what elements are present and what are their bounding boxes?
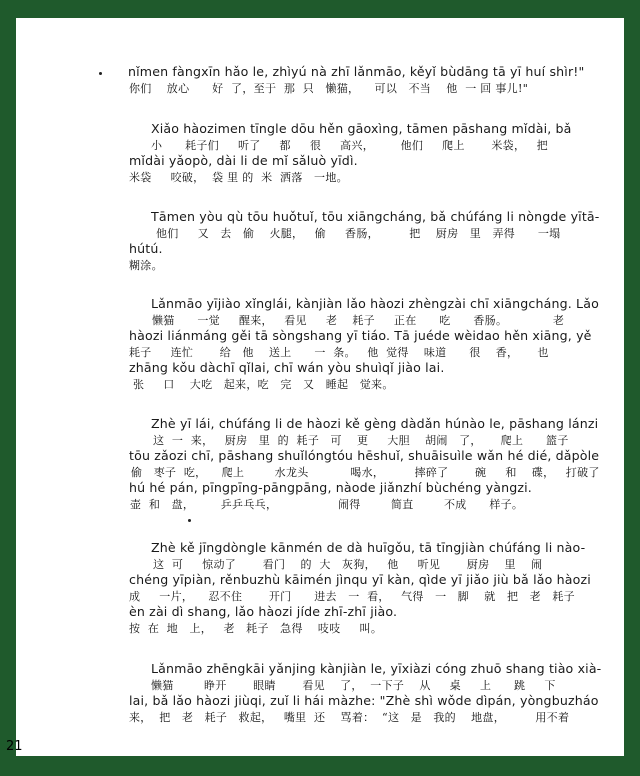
pinyin-line: Zhè kě jīngdòngle kānmén de dà huīgǒu, tā tīngjiàn chúfáng li nào- — [151, 540, 586, 555]
pinyin-line: mǐdài yǎopò, dài li de mǐ sǎluò yīdì. — [129, 153, 358, 168]
hanzi-line: 小 耗子们 听了 都 很 高兴， 他们 爬上 米袋， 把 — [151, 139, 548, 152]
hanzi-line: 成 一片， 忍不住 开门 进去 一 看， 气得 一 脚 就 把 老 耗子 — [129, 590, 575, 603]
pinyin-line: Lǎnmāo zhēngkāi yǎnjing kànjiàn le, yīxiàzi cóng zhuō shang tiào xià- — [151, 661, 602, 676]
hanzi-line: 来， 把 老 耗子 救起， 嘴里 还 骂着： “这 是 我的 地盘， 用不着 — [129, 711, 570, 724]
hanzi-line: 耗子 连忙 给 他 送上 一 条。 他 觉得 味道 很 香， 也 — [129, 346, 549, 359]
hanzi-line: 米袋 咬破， 袋 里 的 米 洒落 一地。 — [129, 171, 348, 184]
hanzi-line: 张 口 大吃 起来，吃 完 又 睡起 觉来。 — [133, 378, 394, 391]
pinyin-line: hútú. — [129, 241, 163, 256]
hanzi-line: 你们 放心 好 了，至于 那 只 懒猫， 可以 不当 他 一 回 事儿!" — [129, 82, 529, 95]
pinyin-line: Zhè yī lái, chúfáng li de hàozi kě gèng dàdǎn húnào le, pāshang lánzi — [151, 416, 599, 431]
hanzi-line: 这 可 惊动了 看门 的 大 灰狗， 他 听见 厨房 里 闹 — [153, 558, 543, 571]
pinyin-line: lai, bǎ lǎo hàozi jiùqi, zuǐ li hái màzhe: "Zhè shì wǒde dìpán, yòngbuzháo — [129, 693, 599, 708]
pinyin-line: hàozi liánmáng gěi tā sòngshang yī tiáo. Tā juéde wèidao hěn xiāng, yě — [129, 328, 592, 343]
hanzi-line: 他们 又 去 偷 火腿， 偷 香肠， 把 厨房 里 弄得 一塌 — [156, 227, 561, 240]
pinyin-line: chéng yīpiàn, rěnbuzhù kāimén jìnqu yī kàn, qìde yī jiǎo jiù bǎ lǎo hàozi — [129, 572, 591, 587]
pinyin-line: tōu zǎozi chī, pāshang shuǐlóngtóu hēshuǐ, shuāisuìle wǎn hé dié, dǎpòle — [129, 448, 600, 463]
hanzi-line: 这 一 来， 厨房 里 的 耗子 可 更 大胆 胡闹 了， 爬上 篮子 — [153, 434, 569, 447]
pinyin-line: èn zài dì shang, lǎo hàozi jíde zhī-zhī jiào. — [129, 604, 398, 619]
hanzi-line: 懒猫 一觉 醒来， 看见 老 耗子 正在 吃 香肠。 老 — [152, 314, 565, 327]
pinyin-line: hú hé pán, pīngpīng-pāngpāng, nàode jiǎnzhí bùchéng yàngzi. — [129, 480, 532, 495]
hanzi-line: 糊涂。 — [129, 259, 163, 272]
hanzi-line: 按 在 地 上， 老 耗子 急得 吱吱 叫。 — [129, 622, 383, 635]
pinyin-line: zhāng kǒu dàchī qǐlai, chī wán yòu shuìqǐ jiào lai. — [129, 360, 445, 375]
pinyin-line: Xiǎo hàozimen tīngle dōu hěn gāoxìng, tāmen pāshang mǐdài, bǎ — [151, 121, 572, 136]
pinyin-line: Tāmen yòu qù tōu huǒtuǐ, tōu xiāngcháng, bǎ chúfáng li nòngde yītā- — [151, 209, 600, 224]
pinyin-line: nǐmen fàngxīn hǎo le, zhìyú nà zhī lǎnmāo, kěyǐ bùdāng tā yī huí shìr!" — [128, 64, 585, 79]
ink-speck — [188, 519, 191, 522]
hanzi-line: 懒猫 睁开 眼睛 看见 了， 一下子 从 桌 上 跳 下 — [151, 679, 556, 692]
page-number: 21 — [6, 739, 23, 754]
book-page — [16, 18, 624, 756]
hanzi-line: 壶 和 盘， 乒乒乓乓， 闹得 简直 不成 样子。 — [130, 498, 524, 511]
hanzi-line: 偷 枣子 吃， 爬上 水龙头 喝水， 摔碎了 碗 和 碟， 打破了 — [131, 466, 600, 479]
ink-speck — [99, 72, 102, 75]
pinyin-line: Lǎnmāo yījiào xǐnglái, kànjiàn lǎo hàozi zhèngzài chī xiāngcháng. Lǎo — [151, 296, 599, 311]
